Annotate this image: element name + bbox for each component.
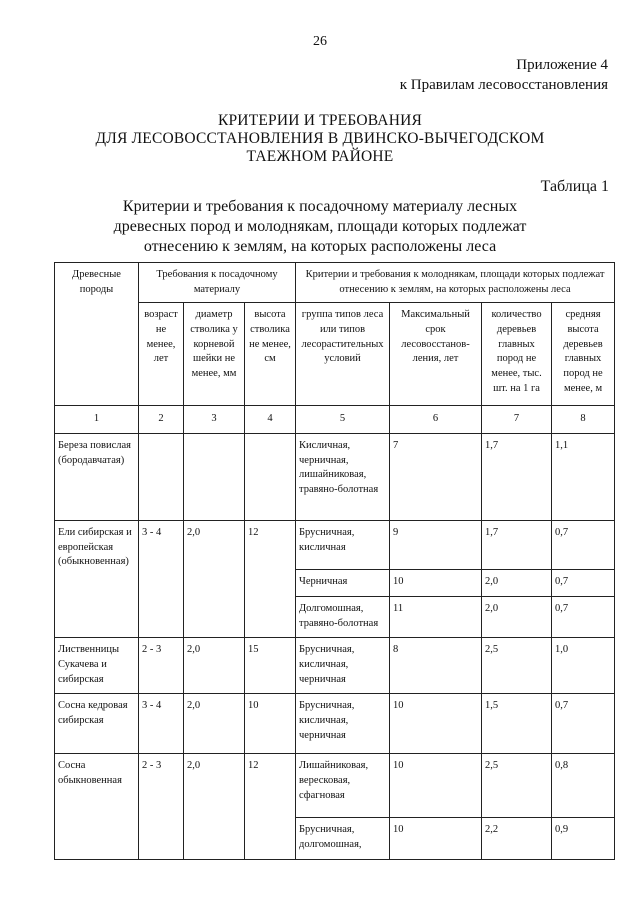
species-cell: Сосна кедровая сибирская: [55, 694, 139, 754]
header-avg-height: средняя высота деревьев главных пород не менее, м: [552, 303, 615, 406]
height-cell: 12: [245, 520, 296, 637]
table-label: Таблица 1: [540, 178, 609, 195]
table-row: [55, 638, 615, 694]
table-row: [55, 434, 615, 521]
term-cell: 9: [390, 520, 482, 569]
column-number: 4: [245, 406, 296, 434]
count-cell: 2,2: [482, 818, 552, 859]
diameter-cell: 2,0: [184, 694, 245, 754]
column-number: 7: [482, 406, 552, 434]
term-cell: 10: [390, 694, 482, 754]
forest-type-cell: Брусничная, кисличная, черничная: [296, 638, 390, 694]
avg-height-cell: 0,7: [552, 596, 615, 637]
header-young-stands: Критерии и требования к молоднякам, площади которых подлежат отнесению к землям, на которых расположены леса: [296, 263, 615, 303]
column-number: 5: [296, 406, 390, 434]
page-number: 26: [313, 34, 327, 49]
avg-height-cell: 1,0: [552, 638, 615, 694]
species-cell: Береза повислая (бородавчатая): [55, 434, 139, 521]
count-cell: 2,0: [482, 570, 552, 597]
term-cell: 10: [390, 754, 482, 818]
count-cell: 2,5: [482, 638, 552, 694]
term-cell: 8: [390, 638, 482, 694]
height-cell: [245, 434, 296, 521]
species-cell: Лиственницы Сукачева и сибирская: [55, 638, 139, 694]
species-cell: Ели сибирская и европейская (обыкновенная): [55, 520, 139, 637]
age-cell: [139, 434, 184, 521]
term-cell: 7: [390, 434, 482, 521]
header-diameter: диаметр стволика у корневой шейки не менее, мм: [184, 303, 245, 406]
header-height: высота стволика не менее, см: [245, 303, 296, 406]
count-cell: 2,0: [482, 596, 552, 637]
column-number: 1: [55, 406, 139, 434]
age-cell: 3 - 4: [139, 694, 184, 754]
forest-type-cell: Долгомошная, травяно-болотная: [296, 596, 390, 637]
header-planting-material: Требования к посадочному материалу: [139, 263, 296, 303]
diameter-cell: 2,0: [184, 754, 245, 859]
table-row: [55, 754, 615, 818]
species-cell: Сосна обыкновенная: [55, 754, 139, 859]
forest-type-cell: Лишайниковая, вересковая, сфагновая: [296, 754, 390, 818]
count-cell: 1,7: [482, 434, 552, 521]
forest-type-cell: Кисличная, черничная, лишайниковая, травяно-болотная: [296, 434, 390, 521]
term-cell: 10: [390, 570, 482, 597]
appendix-title: Приложение 4: [516, 57, 608, 73]
forest-type-cell: Брусничная, кисличная, черничная: [296, 694, 390, 754]
age-cell: 3 - 4: [139, 520, 184, 637]
column-number: 8: [552, 406, 615, 434]
header-forest-type: группа типов леса или типов лесорастительных условий: [296, 303, 390, 406]
column-number: 6: [390, 406, 482, 434]
diameter-cell: 2,0: [184, 638, 245, 694]
avg-height-cell: 1,1: [552, 434, 615, 521]
count-cell: 1,7: [482, 520, 552, 569]
header-row-sub: [55, 303, 615, 406]
avg-height-cell: 0,7: [552, 520, 615, 569]
criteria-table: [54, 262, 615, 860]
header-term: Максимальный срок лесовосстанов-ления, лет: [390, 303, 482, 406]
forest-type-cell: Брусничная, кисличная: [296, 520, 390, 569]
column-number: 2: [139, 406, 184, 434]
avg-height-cell: 0,8: [552, 754, 615, 818]
count-cell: 1,5: [482, 694, 552, 754]
table-caption-line-1: Критерии и требования к посадочному материалу лесных: [122, 198, 518, 215]
height-cell: 10: [245, 694, 296, 754]
age-cell: 2 - 3: [139, 754, 184, 859]
document-heading-line-1: КРИТЕРИИ И ТРЕБОВАНИЯ: [217, 112, 423, 129]
header-age: возраст не менее, лет: [139, 303, 184, 406]
header-count: количество деревьев главных пород не менее, тыс. шт. на 1 га: [482, 303, 552, 406]
forest-type-cell: Брусничная, долгомошная,: [296, 818, 390, 859]
document-heading-line-3: ТАЕЖНОМ РАЙОНЕ: [246, 148, 394, 165]
appendix-subtitle: к Правилам лесовосстановления: [399, 77, 608, 93]
age-cell: 2 - 3: [139, 638, 184, 694]
table-body: [55, 263, 615, 860]
term-cell: 11: [390, 596, 482, 637]
table-row: [55, 694, 615, 754]
avg-height-cell: 0,7: [552, 570, 615, 597]
count-cell: 2,5: [482, 754, 552, 818]
table-caption-line-2: древесных пород и молоднякам, площади которых подлежат: [113, 218, 527, 235]
avg-height-cell: 0,9: [552, 818, 615, 859]
diameter-cell: 2,0: [184, 520, 245, 637]
column-number-row: [55, 406, 615, 434]
table-caption-line-3: отнесению к землям, на которых расположены леса: [143, 238, 497, 255]
height-cell: 12: [245, 754, 296, 859]
avg-height-cell: 0,7: [552, 694, 615, 754]
diameter-cell: [184, 434, 245, 521]
term-cell: 10: [390, 818, 482, 859]
header-species: Древесные породы: [55, 263, 139, 406]
forest-type-cell: Черничная: [296, 570, 390, 597]
document-heading-line-2: ДЛЯ ЛЕСОВОССТАНОВЛЕНИЯ В ДВИНСКО-ВЫЧЕГОДСКОМ: [95, 130, 545, 147]
height-cell: 15: [245, 638, 296, 694]
column-number: 3: [184, 406, 245, 434]
table-row: [55, 520, 615, 569]
header-row-top: [55, 263, 615, 303]
